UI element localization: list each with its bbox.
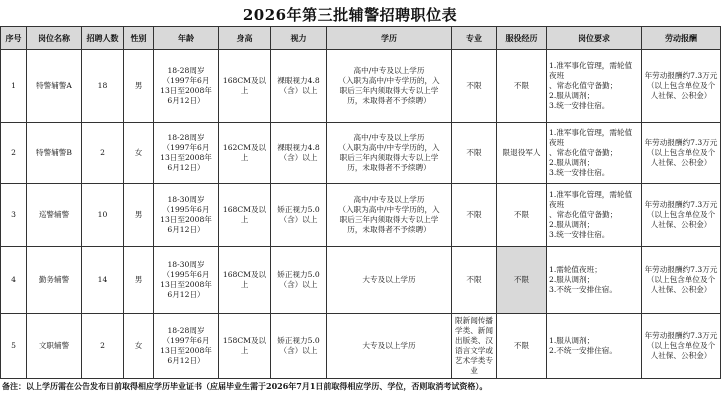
req-line: 1.准军事化管理，需轮值夜班 <box>549 190 633 209</box>
cell-no: 2 <box>1 123 27 184</box>
major-line: 语言文学或 <box>455 346 493 355</box>
cell-sex: 男 <box>124 184 154 247</box>
footnote: 备注：以上学历需在公告发布日前取得相应学历毕业证书（应届毕业生需于2026年7月1日前取得相应学历、学位，否则取消考试资格）。 <box>2 381 488 391</box>
header-service: 服役经历 <box>497 27 547 50</box>
major-line: 业 <box>470 366 478 375</box>
header-pay: 劳动报酬 <box>642 27 721 50</box>
cell-requirements <box>547 50 642 123</box>
age-line: 6月12日） <box>167 356 205 365</box>
age-line: 6月12日） <box>167 225 205 234</box>
cell-sex: 男 <box>124 247 154 314</box>
header-sex: 性别 <box>124 27 154 50</box>
age-line: 6月12日） <box>167 96 205 105</box>
edu-line: （入职为高中/中专学历的，入 <box>338 76 440 85</box>
req-line: 、常态化值守备勤； <box>549 210 618 219</box>
req-line: 3.统一安排住宿。 <box>549 230 610 239</box>
cell-vision <box>271 314 327 379</box>
cell-age <box>154 123 219 184</box>
cell-height: 168CM及以上 <box>219 50 271 123</box>
req-line: 2.服从调剂； <box>549 275 595 284</box>
age-line: 18-28周岁 <box>167 66 205 75</box>
edu-line: 高中/中专及以上学历 <box>353 133 425 142</box>
age-line: 18-28周岁 <box>167 133 205 142</box>
header-education: 学历 <box>327 27 452 50</box>
cell-height: 168CM及以上 <box>219 184 271 247</box>
req-line: 3.统一安排住宿。 <box>549 101 610 110</box>
pay-line: （以上包含单位及个 <box>646 81 716 90</box>
cell-age <box>154 314 219 379</box>
pay-line: 年劳动报酬约7.3万元 <box>644 138 718 147</box>
age-line: （1997年6月 <box>162 76 210 85</box>
edu-line: 职后三年内须取得大专以上学 <box>339 215 439 224</box>
cell-requirements <box>547 314 642 379</box>
cell-age <box>154 184 219 247</box>
table-header-row <box>1 27 721 50</box>
age-line: 18-28周岁 <box>167 326 205 335</box>
cell-post: 特警辅警A <box>27 50 82 123</box>
cell-age <box>154 50 219 123</box>
major-line: 限新闻传播 <box>455 316 493 325</box>
cell-post: 特警辅警B <box>27 123 82 184</box>
cell-count: 18 <box>82 50 124 123</box>
req-line: 、常态化值守备勤； <box>549 81 618 90</box>
pay-line: 人社保、公积金） <box>650 220 712 229</box>
cell-count: 2 <box>82 314 124 379</box>
cell-requirements <box>547 184 642 247</box>
age-line: （1995年6月 <box>162 205 210 214</box>
edu-line: 大专及以上学历 <box>362 275 416 284</box>
req-line: 2.服从调剂； <box>549 220 595 229</box>
page-title: 2026年第三批辅警招聘职位表 <box>242 6 458 24</box>
cell-service: 限退役军人 <box>497 123 547 184</box>
vision-line: 矫正视力5.0 <box>277 270 320 279</box>
req-line: 、常态化值守备勤； <box>549 148 618 157</box>
pay-line: （以上包含单位及个 <box>646 148 716 157</box>
major-line: 出版类、汉 <box>455 336 493 345</box>
age-line: 6月12日） <box>167 163 205 172</box>
vision-line: （含）以上 <box>279 280 318 289</box>
edu-line: 职后三年内须取得大专以上学 <box>339 153 439 162</box>
cell-sex: 女 <box>124 314 154 379</box>
cell-height: 168CM及以上 <box>219 247 271 314</box>
pay-line: 人社保、公积金） <box>650 285 712 294</box>
req-line: 2.服从调剂； <box>549 91 595 100</box>
req-line: 1.准军事化管理，需轮值夜班 <box>549 61 633 80</box>
req-line: 2.不统一安排住宿。 <box>549 346 617 355</box>
req-line: 3.统一安排住宿。 <box>549 168 610 177</box>
edu-line: 历，未取得者不予续聘） <box>347 163 431 172</box>
cell-vision <box>271 247 327 314</box>
vision-line: 裸眼视力4.8 <box>277 76 320 85</box>
cell-post: 巡警辅警 <box>27 184 82 247</box>
cell-major <box>452 314 497 379</box>
header-post: 岗位名称 <box>27 27 82 50</box>
cell-education <box>327 50 452 123</box>
vision-line: （含）以上 <box>279 153 318 162</box>
header-height: 身高 <box>219 27 271 50</box>
header-count: 招聘人数 <box>82 27 124 50</box>
cell-no: 1 <box>1 50 27 123</box>
cell-sex: 男 <box>124 50 154 123</box>
cell-post: 勤务辅警 <box>27 247 82 314</box>
cell-requirements <box>547 247 642 314</box>
age-line: （1997年6月 <box>162 143 210 152</box>
cell-pay <box>642 50 721 123</box>
cell-post: 文职辅警 <box>27 314 82 379</box>
req-line: 1.服从调剂； <box>549 336 595 345</box>
recruitment-table <box>0 26 721 379</box>
cell-major: 不限 <box>452 247 497 314</box>
cell-education <box>327 184 452 247</box>
req-line: 3.不统一安排住宿。 <box>549 285 617 294</box>
edu-line: （入职为高中/中专学历的，入 <box>338 205 440 214</box>
age-line: 18-30周岁 <box>167 195 205 204</box>
major-line: 艺术学类专 <box>455 356 493 365</box>
table-row <box>1 50 721 123</box>
cell-major: 不限 <box>452 184 497 247</box>
cell-pay <box>642 123 721 184</box>
age-line: 13日至2008年 <box>160 86 212 95</box>
edu-line: 历，未取得者不予续聘） <box>347 96 431 105</box>
pay-line: 人社保、公积金） <box>650 158 712 167</box>
cell-requirements <box>547 123 642 184</box>
cell-no: 5 <box>1 314 27 379</box>
cell-count: 10 <box>82 184 124 247</box>
header-age: 年龄 <box>154 27 219 50</box>
table-row <box>1 123 721 184</box>
vision-line: （含）以上 <box>279 86 318 95</box>
pay-line: （以上包含单位及个 <box>646 341 716 350</box>
vision-line: （含）以上 <box>279 215 318 224</box>
cell-service: 不限 <box>497 50 547 123</box>
cell-pay <box>642 247 721 314</box>
cell-count: 14 <box>82 247 124 314</box>
edu-line: （入职为高中/中专学历的，入 <box>338 143 440 152</box>
age-line: 13日至2008年 <box>160 346 212 355</box>
age-line: （1997年6月 <box>162 336 210 345</box>
cell-no: 4 <box>1 247 27 314</box>
pay-line: （以上包含单位及个 <box>646 210 716 219</box>
pay-line: 年劳动报酬约7.3万元 <box>644 265 718 274</box>
table-row <box>1 314 721 379</box>
vision-line: 矫正视力5.0 <box>277 336 320 345</box>
cell-count: 2 <box>82 123 124 184</box>
header-major: 专业 <box>452 27 497 50</box>
cell-no: 3 <box>1 184 27 247</box>
cell-service: 不限 <box>497 184 547 247</box>
edu-line: 历，未取得者不予续聘） <box>347 225 431 234</box>
age-line: 6月12日） <box>167 290 205 299</box>
edu-line: 职后三年内须取得大专以上学 <box>339 86 439 95</box>
vision-line: 矫正视力5.0 <box>277 205 320 214</box>
cell-height: 162CM及以上 <box>219 123 271 184</box>
cell-pay <box>642 184 721 247</box>
vision-line: （含）以上 <box>279 346 318 355</box>
cell-major: 不限 <box>452 123 497 184</box>
cell-pay <box>642 314 721 379</box>
cell-service: 不限 <box>497 247 547 314</box>
cell-education <box>327 123 452 184</box>
edu-line: 大专及以上学历 <box>362 341 416 350</box>
edu-line: 高中/中专及以上学历 <box>353 66 425 75</box>
pay-line: 年劳动报酬约7.3万元 <box>644 200 718 209</box>
table-row <box>1 247 721 314</box>
cell-age <box>154 247 219 314</box>
header-no: 序号 <box>1 27 27 50</box>
pay-line: 人社保、公积金） <box>650 91 712 100</box>
age-line: 13日至2008年 <box>160 153 212 162</box>
major-line: 学类、新闻 <box>455 326 493 335</box>
table-row <box>1 184 721 247</box>
pay-line: 人社保、公积金） <box>650 351 712 360</box>
req-line: 1.需轮值夜班； <box>549 265 602 274</box>
cell-vision <box>271 184 327 247</box>
cell-vision <box>271 123 327 184</box>
cell-education <box>327 247 452 314</box>
age-line: 13日至2008年 <box>160 280 212 289</box>
pay-line: （以上包含单位及个 <box>646 275 716 284</box>
cell-sex: 女 <box>124 123 154 184</box>
pay-line: 年劳动报酬约7.3万元 <box>644 71 718 80</box>
cell-major: 不限 <box>452 50 497 123</box>
vision-line: 裸眼视力4.8 <box>277 143 320 152</box>
cell-education <box>327 314 452 379</box>
req-line: 1.准军事化管理，需轮值夜班 <box>549 128 633 147</box>
age-line: 13日至2008年 <box>160 215 212 224</box>
edu-line: 高中/中专及以上学历 <box>353 195 425 204</box>
cell-height: 158CM及以上 <box>219 314 271 379</box>
pay-line: 年劳动报酬约7.3万元 <box>644 331 718 340</box>
age-line: 18-30周岁 <box>167 260 205 269</box>
header-vision: 视力 <box>271 27 327 50</box>
cell-vision <box>271 50 327 123</box>
cell-service: 不限 <box>497 314 547 379</box>
age-line: （1995年6月 <box>162 270 210 279</box>
req-line: 2.服从调剂； <box>549 158 595 167</box>
header-requirements: 岗位要求 <box>547 27 642 50</box>
